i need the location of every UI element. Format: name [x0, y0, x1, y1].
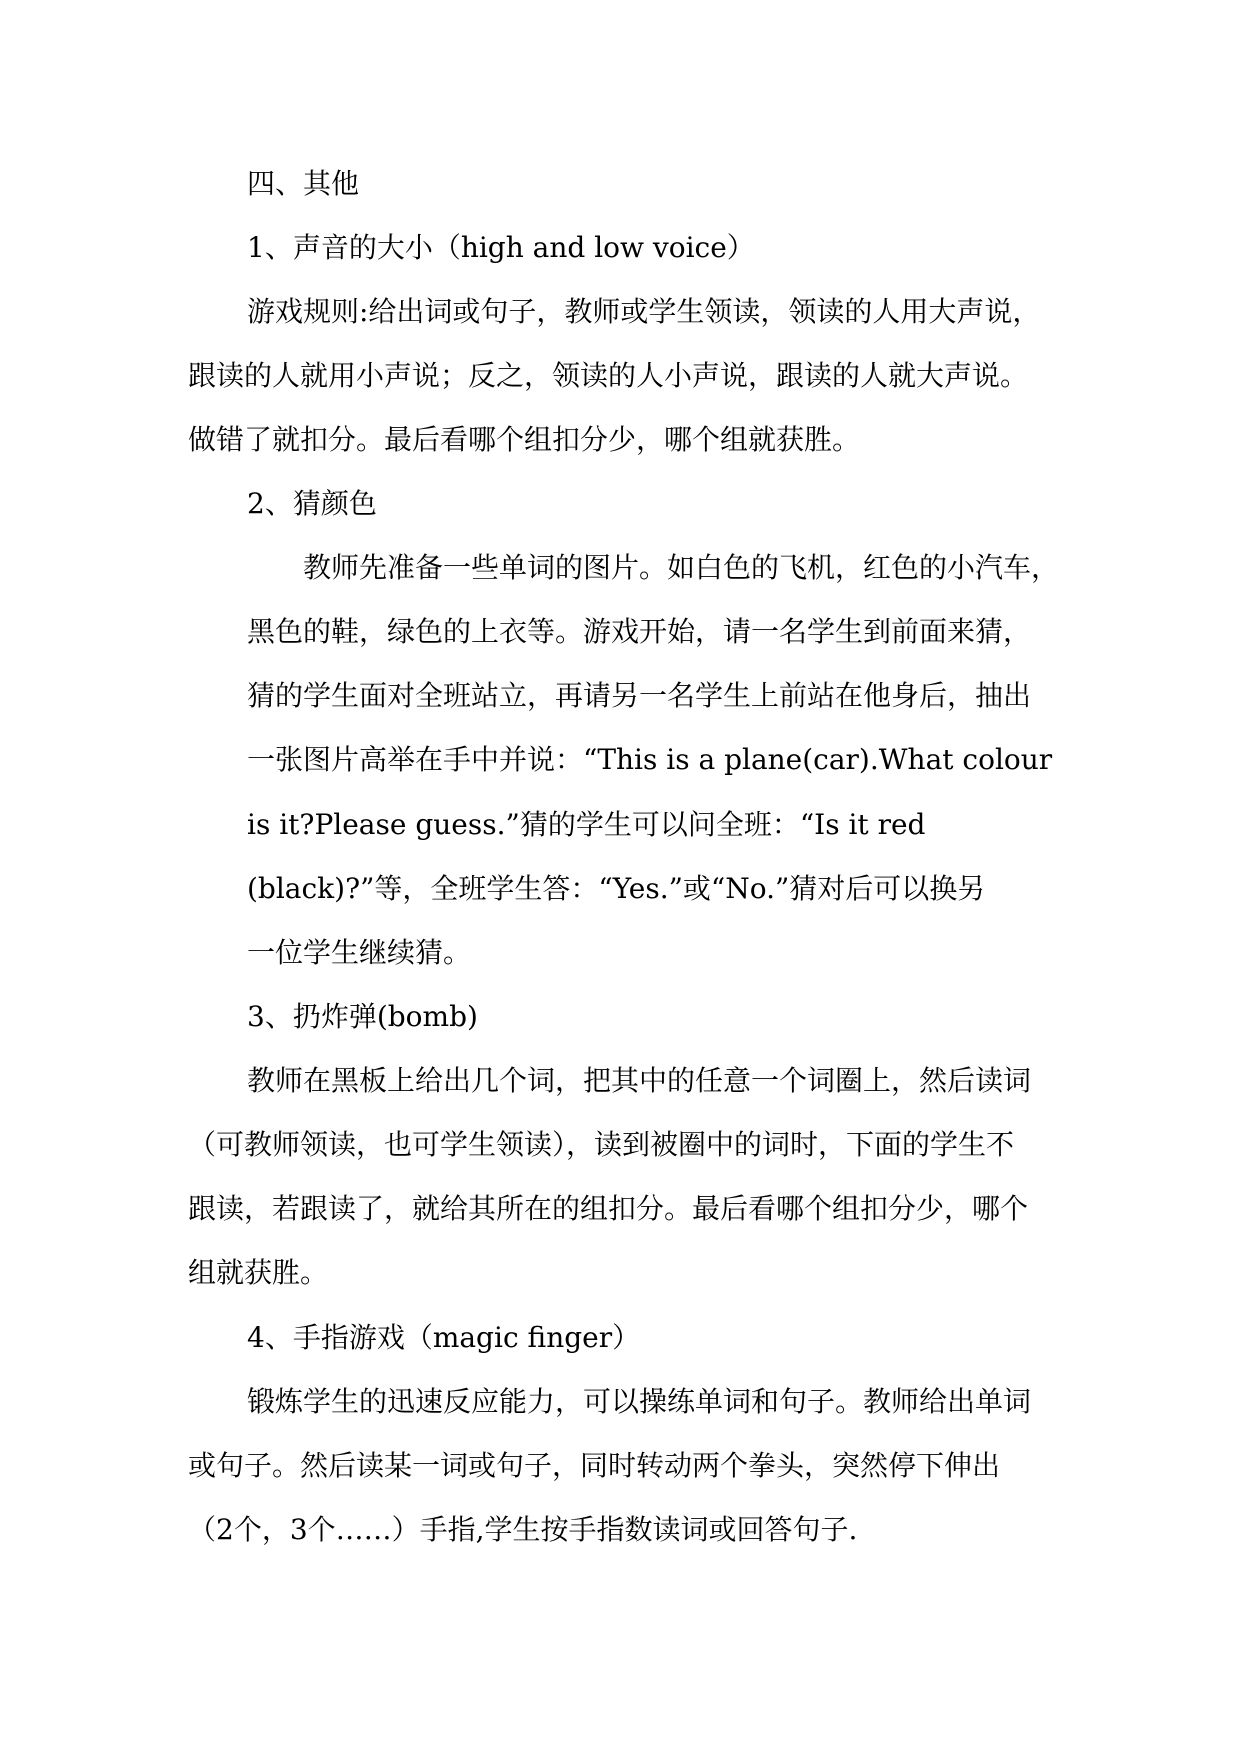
game-4-line-2: 或句子。然后读某一词或句子，同时转动两个拳头，突然停下伸出 [188, 1449, 1001, 1482]
game-2-line-2: 黑色的鞋，绿色的上衣等。游戏开始，请一名学生到前面来猜， [247, 615, 1032, 648]
game-1-line-3: 做错了就扣分。最后看哪个组扣分少，哪个组就获胜。 [188, 423, 861, 456]
game-4-title: 4、手指游戏（magic finger） [247, 1321, 641, 1354]
section-heading: 四、其他 [247, 167, 360, 200]
game-2-line-1: 教师先准备一些单词的图片。如白色的飞机，红色的小汽车， [303, 551, 1060, 584]
game-4-line-1: 锻炼学生的迅速反应能力，可以操练单词和句子。教师给出单词 [247, 1385, 1032, 1418]
game-1-title: 1、声音的大小（high and low voice） [247, 231, 755, 264]
game-3-line-4: 组就获胜。 [188, 1256, 329, 1289]
game-4-line-3: （2个，3个……）手指,学生按手指数读词或回答句子. [188, 1513, 858, 1546]
game-2-line-4: 一张图片高举在手中并说：“This is a plane(car).What colour [247, 743, 1053, 776]
game-3-title: 3、扔炸弹(bomb) [247, 1000, 478, 1033]
game-2-line-6: (black)?”等，全班学生答：“Yes.”或“No.”猜对后可以换另 [247, 872, 986, 905]
game-2-title: 2、猜颜色 [247, 487, 377, 520]
game-1-line-2: 跟读的人就用小声说；反之，领读的人小声说，跟读的人就大声说。 [188, 359, 1029, 392]
game-1-line-1: 游戏规则:给出词或句子，教师或学生领读，领读的人用大声说， [247, 295, 1041, 328]
game-3-line-1: 教师在黑板上给出几个词，把其中的任意一个词圈上，然后读词 [247, 1064, 1032, 1097]
game-2-line-7: 一位学生继续猜。 [247, 936, 472, 969]
game-3-line-3: 跟读，若跟读了，就给其所在的组扣分。最后看哪个组扣分少，哪个 [188, 1192, 1029, 1225]
game-2-line-5: is it?Please guess.”猜的学生可以问全班：“Is it red [247, 808, 926, 841]
game-2-line-3: 猜的学生面对全班站立，再请另一名学生上前站在他身后，抽出 [247, 679, 1032, 712]
game-3-line-2: （可教师领读，也可学生领读），读到被圈中的词时，下面的学生不 [188, 1128, 1015, 1161]
